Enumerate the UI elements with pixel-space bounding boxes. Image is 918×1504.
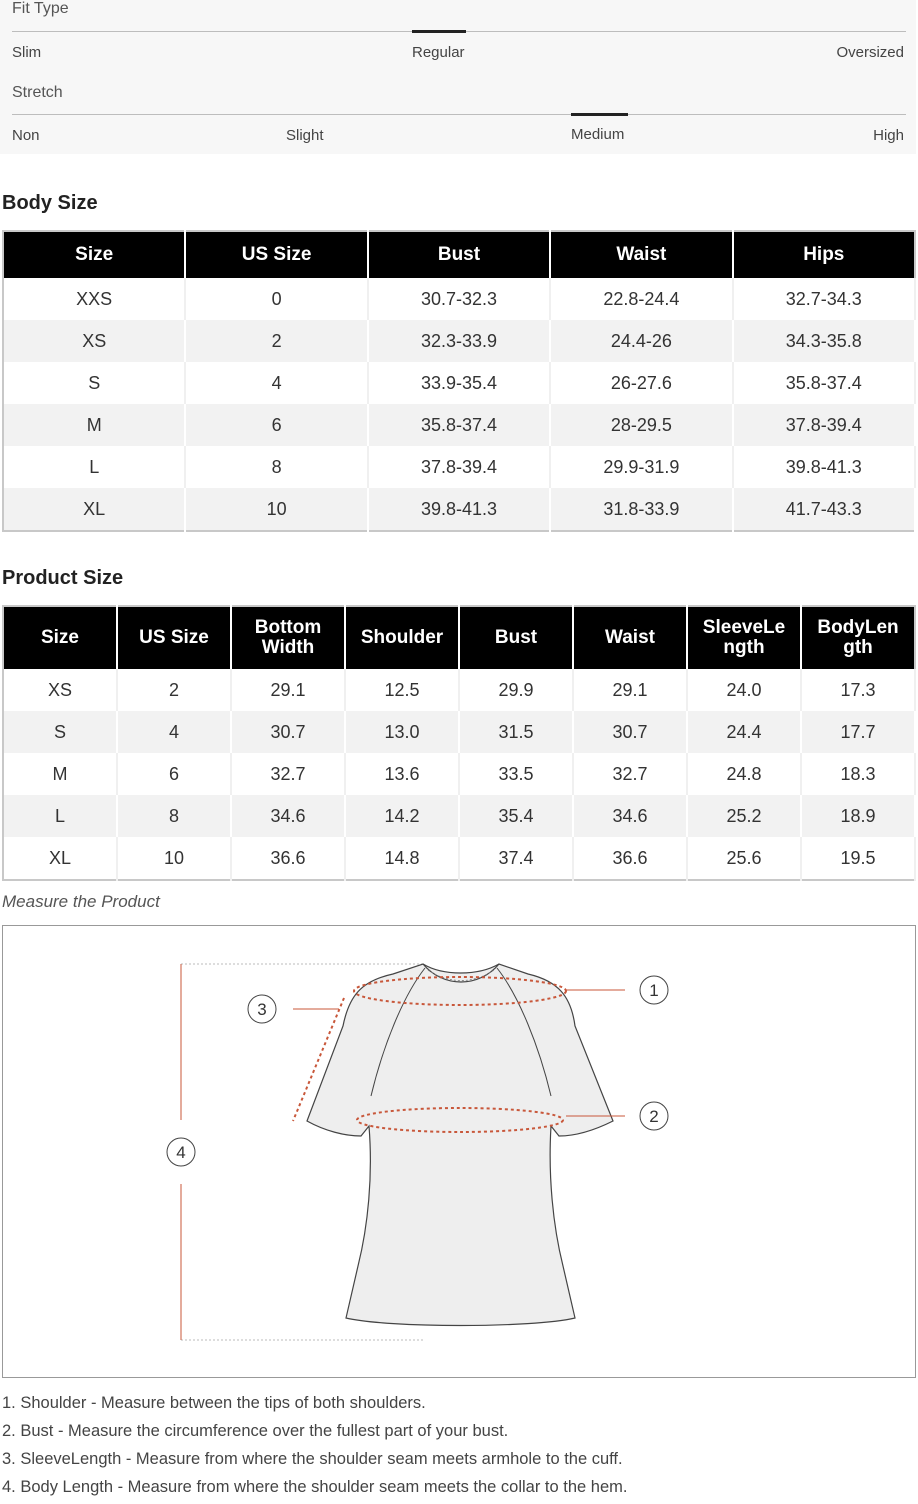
fit-stretch-panel — [0, 0, 916, 154]
column-header — [550, 231, 732, 278]
stretch-option-slight: Slight — [286, 127, 324, 144]
table-cell: XS — [3, 320, 185, 362]
table-row — [3, 711, 915, 753]
table-cell: 32.7-34.3 — [733, 278, 915, 320]
table-cell: 4 — [185, 362, 367, 404]
tshirt-diagram — [3, 926, 915, 1377]
stretch-option-high: High — [873, 127, 904, 144]
column-header-text: Width — [261, 637, 315, 658]
table-cell: 4 — [117, 711, 231, 753]
table-cell: 39.8-41.3 — [368, 488, 550, 531]
svg-text:1: 1 — [649, 981, 659, 1000]
table-cell: 24.4 — [687, 711, 801, 753]
table-cell: 35.8-37.4 — [733, 362, 915, 404]
table-cell: 36.6 — [573, 837, 687, 880]
table-cell: 33.9-35.4 — [368, 362, 550, 404]
table-cell: 34.6 — [573, 795, 687, 837]
column-header-text: US Size — [241, 244, 312, 265]
table-cell: 24.0 — [687, 669, 801, 711]
table-cell: M — [3, 753, 117, 795]
table-row — [3, 278, 915, 320]
fit-type-selected-marker — [412, 30, 466, 33]
stretch-option-medium: Medium — [571, 126, 625, 143]
column-header-text: BodyLen — [817, 617, 899, 638]
table-cell: L — [3, 446, 185, 488]
table-cell: 24.4-26 — [550, 320, 732, 362]
table-cell: 8 — [185, 446, 367, 488]
column-header-text: Bust — [494, 627, 538, 648]
table-cell: 37.4 — [459, 837, 573, 880]
table-row — [3, 837, 915, 880]
stretch-option-non: Non — [12, 127, 40, 144]
table-cell: 29.1 — [231, 669, 345, 711]
column-header — [687, 606, 801, 669]
body-size-table — [2, 230, 916, 532]
table-row — [3, 795, 915, 837]
table-cell: XL — [3, 488, 185, 531]
svg-text:4: 4 — [176, 1143, 186, 1162]
column-header — [368, 231, 550, 278]
column-header-text: Waist — [605, 627, 655, 648]
table-cell: 17.3 — [801, 669, 915, 711]
column-header — [573, 606, 687, 669]
table-cell: S — [3, 362, 185, 404]
table-row — [3, 488, 915, 531]
column-header — [231, 606, 345, 669]
column-header-text: US Size — [139, 627, 209, 648]
marker-3 — [248, 995, 276, 1023]
table-cell: 17.7 — [801, 711, 915, 753]
table-header-row — [3, 606, 915, 669]
table-cell: 13.0 — [345, 711, 459, 753]
table-cell: 36.6 — [231, 837, 345, 880]
marker-1 — [640, 976, 668, 1004]
table-cell: 30.7-32.3 — [368, 278, 550, 320]
table-cell: 18.9 — [801, 795, 915, 837]
table-row — [3, 362, 915, 404]
column-header-text: SleeveLe — [702, 617, 786, 638]
table-cell: 29.9 — [459, 669, 573, 711]
table-row — [3, 320, 915, 362]
fit-option-slim: Slim — [12, 44, 42, 61]
column-header-text: Hips — [803, 244, 845, 265]
column-header — [117, 606, 231, 669]
table-cell: XXS — [3, 278, 185, 320]
table-cell: 31.5 — [459, 711, 573, 753]
table-cell: 33.5 — [459, 753, 573, 795]
column-header-text: Bust — [437, 244, 481, 265]
stretch-selected-marker — [571, 113, 628, 116]
table-cell: S — [3, 711, 117, 753]
column-header — [345, 606, 459, 669]
table-cell: L — [3, 795, 117, 837]
product-size-table — [2, 605, 916, 881]
table-header-row — [3, 231, 915, 278]
table-cell: 37.8-39.4 — [368, 446, 550, 488]
column-header-text: Shoulder — [360, 627, 444, 648]
table-cell: 35.4 — [459, 795, 573, 837]
table-cell: 6 — [185, 404, 367, 446]
table-cell: 2 — [185, 320, 367, 362]
table-cell: M — [3, 404, 185, 446]
marker-2 — [640, 1102, 668, 1130]
table-cell: 31.8-33.9 — [550, 488, 732, 531]
fit-option-regular: Regular — [412, 44, 465, 61]
table-row — [3, 446, 915, 488]
table-cell: 19.5 — [801, 837, 915, 880]
table-cell: 25.2 — [687, 795, 801, 837]
table-cell: 28-29.5 — [550, 404, 732, 446]
table-cell: 29.9-31.9 — [550, 446, 732, 488]
table-cell: 30.7 — [573, 711, 687, 753]
table-cell: 10 — [117, 837, 231, 880]
table-cell: XS — [3, 669, 117, 711]
table-cell: 6 — [117, 753, 231, 795]
table-cell: 2 — [117, 669, 231, 711]
table-cell: 13.6 — [345, 753, 459, 795]
table-cell: 29.1 — [573, 669, 687, 711]
table-cell: 14.8 — [345, 837, 459, 880]
column-header — [733, 231, 915, 278]
stretch-scale — [12, 114, 906, 115]
column-header — [185, 231, 367, 278]
marker-4 — [167, 1138, 195, 1166]
table-cell: 41.7-43.3 — [733, 488, 915, 531]
svg-text:2: 2 — [649, 1107, 659, 1126]
table-row — [3, 404, 915, 446]
table-cell: 35.8-37.4 — [368, 404, 550, 446]
table-cell: 22.8-24.4 — [550, 278, 732, 320]
table-cell: 32.3-33.9 — [368, 320, 550, 362]
column-header — [3, 606, 117, 669]
table-cell: 0 — [185, 278, 367, 320]
table-cell: 8 — [117, 795, 231, 837]
table-cell: 10 — [185, 488, 367, 531]
column-header-text: Size — [75, 244, 114, 265]
fit-option-oversized: Oversized — [836, 44, 904, 61]
note-body-length: 4. Body Length - Measure from where the shoulder seam meets the collar to the hem. — [2, 1478, 628, 1496]
fit-type-label: Fit Type — [12, 0, 69, 17]
table-cell: 34.3-35.8 — [733, 320, 915, 362]
column-header — [801, 606, 915, 669]
table-row — [3, 753, 915, 795]
column-header-text: Waist — [616, 244, 667, 265]
measure-notes — [2, 1392, 916, 1504]
table-cell: 32.7 — [573, 753, 687, 795]
table-cell: 12.5 — [345, 669, 459, 711]
column-header-text: ngth — [723, 637, 765, 658]
table-cell: 14.2 — [345, 795, 459, 837]
measure-title: Measure the Product — [2, 892, 160, 911]
table-cell: 25.6 — [687, 837, 801, 880]
table-cell: 30.7 — [231, 711, 345, 753]
table-cell: 26-27.6 — [550, 362, 732, 404]
note-bust: 2. Bust - Measure the circumference over the fullest part of your bust. — [2, 1422, 509, 1440]
table-cell: 32.7 — [231, 753, 345, 795]
tshirt-icon — [307, 964, 613, 1326]
body-size-title: Body Size — [2, 192, 98, 214]
column-header-text: gth — [843, 637, 873, 658]
table-cell: 39.8-41.3 — [733, 446, 915, 488]
table-cell: 34.6 — [231, 795, 345, 837]
column-header — [459, 606, 573, 669]
table-row — [3, 669, 915, 711]
column-header — [3, 231, 185, 278]
table-cell: 37.8-39.4 — [733, 404, 915, 446]
table-cell: 18.3 — [801, 753, 915, 795]
stretch-label: Stretch — [12, 84, 63, 101]
svg-text:3: 3 — [257, 1000, 267, 1019]
column-header-text: Bottom — [254, 617, 322, 638]
note-sleeve-length: 3. SleeveLength - Measure from where the shoulder seam meets armhole to the cuff. — [2, 1450, 623, 1468]
measure-diagram — [2, 925, 916, 1378]
product-size-title: Product Size — [2, 567, 124, 589]
table-cell: 24.8 — [687, 753, 801, 795]
note-shoulder: 1. Shoulder - Measure between the tips of both shoulders. — [2, 1394, 426, 1412]
table-cell: XL — [3, 837, 117, 880]
column-header-text: Size — [40, 627, 80, 648]
